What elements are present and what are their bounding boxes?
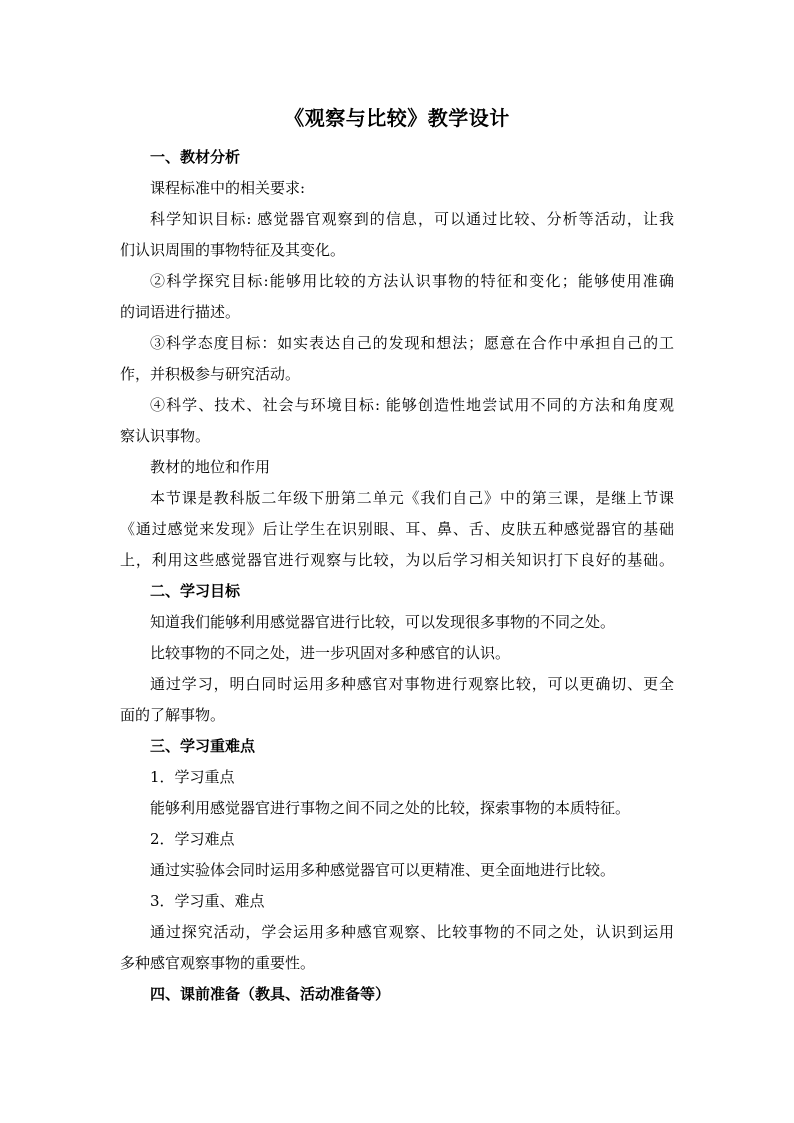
subheading: 3．学习重、难点 xyxy=(150,892,265,910)
paragraph: 能够利用感觉器官进行事物之间不同之处的比较，探索事物的本质特征。 xyxy=(150,799,631,817)
section-heading-2: 二、学习目标 xyxy=(150,582,241,600)
paragraph-line: 通过探究活动，学会运用多种感官观察、比较事物的不同之处，认识到运用 xyxy=(150,923,674,941)
paragraph-line: 科学知识目标: 感觉器官观察到的信息，可以通过比较、分析等活动，让我 xyxy=(150,210,674,228)
paragraph-line: 们认识周围的事物特征及其变化。 xyxy=(120,241,346,259)
document-title: 《观察与比较》教学设计 xyxy=(284,106,510,130)
paragraph-line: 的词语进行描述。 xyxy=(120,303,241,321)
paragraph: 比较事物的不同之处，进一步巩固对多种感官的认识。 xyxy=(150,644,511,662)
paragraph: 通过实验体会同时运用多种感觉器官可以更精准、更全面地进行比较。 xyxy=(150,861,616,879)
paragraph-line: ④科学、技术、社会与环境目标: 能够创造性地尝试用不同的方法和角度观 xyxy=(150,396,674,414)
paragraph: 知道我们能够利用感觉器官进行比较，可以发现很多事物的不同之处。 xyxy=(150,613,616,631)
document-body xyxy=(120,142,674,1010)
paragraph-line: 作，并积极参与研究活动。 xyxy=(120,365,301,383)
paragraph-line: ③科学态度目标：如实表达自己的发现和想法；愿意在合作中承担自己的工 xyxy=(150,334,674,352)
paragraph-line: 上，利用这些感觉器官进行观察与比较，为以后学习相关知识打下良好的基础。 xyxy=(120,551,674,569)
subheading: 1．学习重点 xyxy=(150,768,235,786)
subheading: 2．学习难点 xyxy=(150,830,235,848)
paragraph-line: ②科学探究目标:能够用比较的方法认识事物的特征和变化；能够使用准确 xyxy=(150,272,674,290)
paragraph-line: 本节课是教科版二年级下册第二单元《我们自己》中的第三课，是继上节课 xyxy=(150,489,674,507)
paragraph-line: 通过学习，明白同时运用多种感官对事物进行观察比较，可以更确切、更全 xyxy=(150,675,674,693)
section-heading-1: 一、教材分析 xyxy=(150,148,241,166)
paragraph-line: 多种感官观察事物的重要性。 xyxy=(120,954,316,972)
section-heading-4: 四、课前准备（教具、活动准备等） xyxy=(150,985,391,1003)
paragraph-line: 面的了解事物。 xyxy=(120,706,226,724)
section-heading-3: 三、学习重难点 xyxy=(150,737,256,755)
paragraph: 教材的地位和作用 xyxy=(150,458,271,476)
paragraph-line: 《通过感觉来发现》后让学生在识别眼、耳、鼻、舌、皮肤五种感觉器官的基础 xyxy=(120,520,674,538)
paragraph-line: 察认识事物。 xyxy=(120,427,211,445)
paragraph: 课程标准中的相关要求: xyxy=(150,179,306,197)
